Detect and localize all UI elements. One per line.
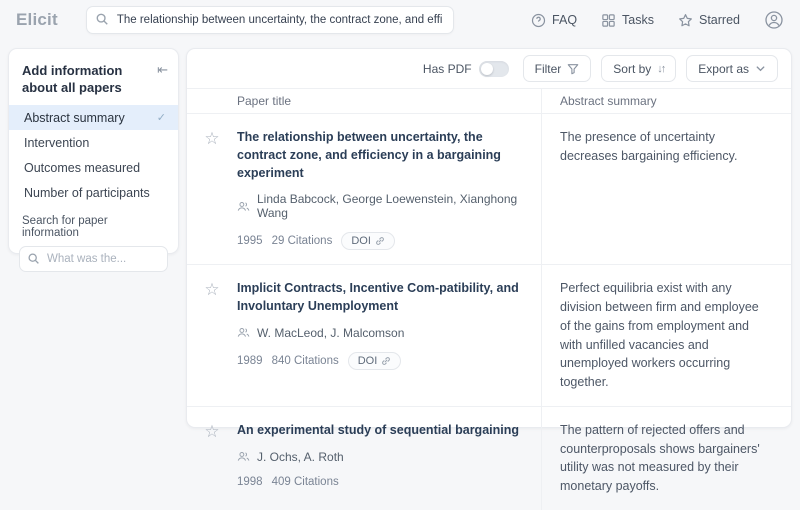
sort-arrows-icon: ↓↑ <box>657 62 665 75</box>
table-body <box>187 113 791 510</box>
chevron-down-icon <box>755 63 766 74</box>
sort-by-button[interactable] <box>601 55 676 82</box>
link-icon <box>375 236 385 246</box>
toggle-knob <box>481 63 493 75</box>
has-pdf-label: Has PDF <box>422 61 472 76</box>
paper-title-link[interactable]: Implicit Contracts, Incentive Com-patibility, and Involuntary Unemployment <box>237 281 519 313</box>
sidebar-item-abstract-summary[interactable] <box>9 105 178 130</box>
faq-label: FAQ <box>552 13 578 27</box>
tasks-label: Tasks <box>622 13 654 27</box>
sidebar-title: Add information about all papers <box>22 63 123 96</box>
sidebar-panel <box>8 48 179 254</box>
top-bar <box>0 0 800 40</box>
sidebar-item-label: Abstract summary <box>24 110 125 125</box>
results-panel <box>186 48 792 493</box>
authors-icon <box>237 450 250 463</box>
has-pdf-toggle[interactable] <box>479 61 509 77</box>
authors-icon <box>237 326 250 339</box>
table-row <box>187 406 791 510</box>
user-avatar-icon <box>764 10 784 30</box>
paper-citations: 409 Citations <box>271 475 339 488</box>
profile-button[interactable] <box>764 10 784 30</box>
sidebar-search-input[interactable] <box>19 246 168 272</box>
abstract-summary-cell: The pattern of rejected offers and counterproposals shows bargainers' utility was not measured by their monetary payoffs. <box>541 407 791 510</box>
doi-badge[interactable] <box>341 232 395 250</box>
authors-icon <box>237 200 250 213</box>
abstract-summary-cell: Perfect equilibria exist with any division between firm and employee of the gains from employment and with unfilled vacancies and unemployed workers occurring together. <box>541 265 791 406</box>
paper-title-cell <box>187 407 541 510</box>
faq-link[interactable] <box>531 13 577 28</box>
column-header-abstract-summary: Abstract summary <box>541 89 791 113</box>
main-search <box>86 6 454 34</box>
star-paper-icon[interactable]: ☆ <box>204 421 220 441</box>
doi-label: DOI <box>351 235 371 248</box>
doi-badge[interactable] <box>348 352 402 370</box>
paper-title-cell <box>187 114 541 264</box>
paper-year: 1998 <box>237 475 263 488</box>
paper-title-cell <box>187 265 541 406</box>
table-row <box>187 113 791 264</box>
filter-funnel-icon <box>567 63 579 75</box>
table-header-row <box>187 89 791 113</box>
paper-citations: 840 Citations <box>271 354 339 367</box>
star-paper-icon[interactable]: ☆ <box>204 129 220 148</box>
filter-button[interactable] <box>523 55 592 82</box>
export-as-label: Export as <box>698 61 749 76</box>
paper-title-link[interactable]: The relationship between uncertainty, the contract zone, and efficiency in a bargaining experiment <box>237 130 501 180</box>
elicit-logo[interactable]: Elicit <box>16 10 58 29</box>
results-toolbar <box>187 49 791 89</box>
search-icon <box>95 12 109 26</box>
paper-authors: Linda Babcock, George Loewenstein, Xianghong Wang <box>257 192 518 221</box>
collapse-sidebar-icon[interactable]: ⇤ <box>157 62 168 77</box>
filter-label: Filter <box>534 61 562 76</box>
paper-year: 1995 <box>237 235 263 248</box>
sidebar-search-label: Search for paper information <box>22 215 108 240</box>
starred-label: Starred <box>699 13 740 27</box>
star-paper-icon[interactable]: ☆ <box>204 280 220 300</box>
search-input[interactable] <box>86 6 454 34</box>
sidebar-item-outcomes-measured[interactable] <box>9 155 178 180</box>
table-row <box>187 264 791 406</box>
header-nav <box>531 10 784 30</box>
sidebar-item-intervention[interactable] <box>9 130 178 155</box>
paper-authors: J. Ochs, A. Roth <box>257 449 344 464</box>
check-icon: ✓ <box>156 112 166 125</box>
sidebar-item-label: Intervention <box>24 135 90 150</box>
grid-icon <box>601 13 616 28</box>
question-circle-icon <box>531 13 546 28</box>
doi-label: DOI <box>357 354 378 367</box>
paper-year: 1989 <box>237 354 263 367</box>
sidebar-item-label: Outcomes measured <box>24 160 141 175</box>
star-icon <box>678 13 693 28</box>
abstract-summary-cell: The presence of uncertainty decreases bargaining efficiency. <box>541 114 791 264</box>
paper-title-link[interactable]: An experimental study of sequential bargaining <box>237 422 519 437</box>
paper-authors: W. MacLeod, J. Malcomson <box>257 325 405 340</box>
export-as-button[interactable] <box>686 55 778 82</box>
sidebar-search <box>19 246 168 272</box>
link-icon <box>381 356 391 366</box>
search-icon <box>27 252 40 265</box>
sort-by-label: Sort by <box>613 61 652 76</box>
paper-citations: 29 Citations <box>271 235 333 248</box>
sidebar-item-list <box>9 105 178 205</box>
sidebar-item-number-of-participants[interactable] <box>9 180 178 205</box>
starred-link[interactable] <box>678 13 740 28</box>
sidebar-item-label: Number of participants <box>24 185 150 200</box>
tasks-link[interactable] <box>601 13 654 28</box>
column-header-paper-title: Paper title <box>237 94 292 108</box>
